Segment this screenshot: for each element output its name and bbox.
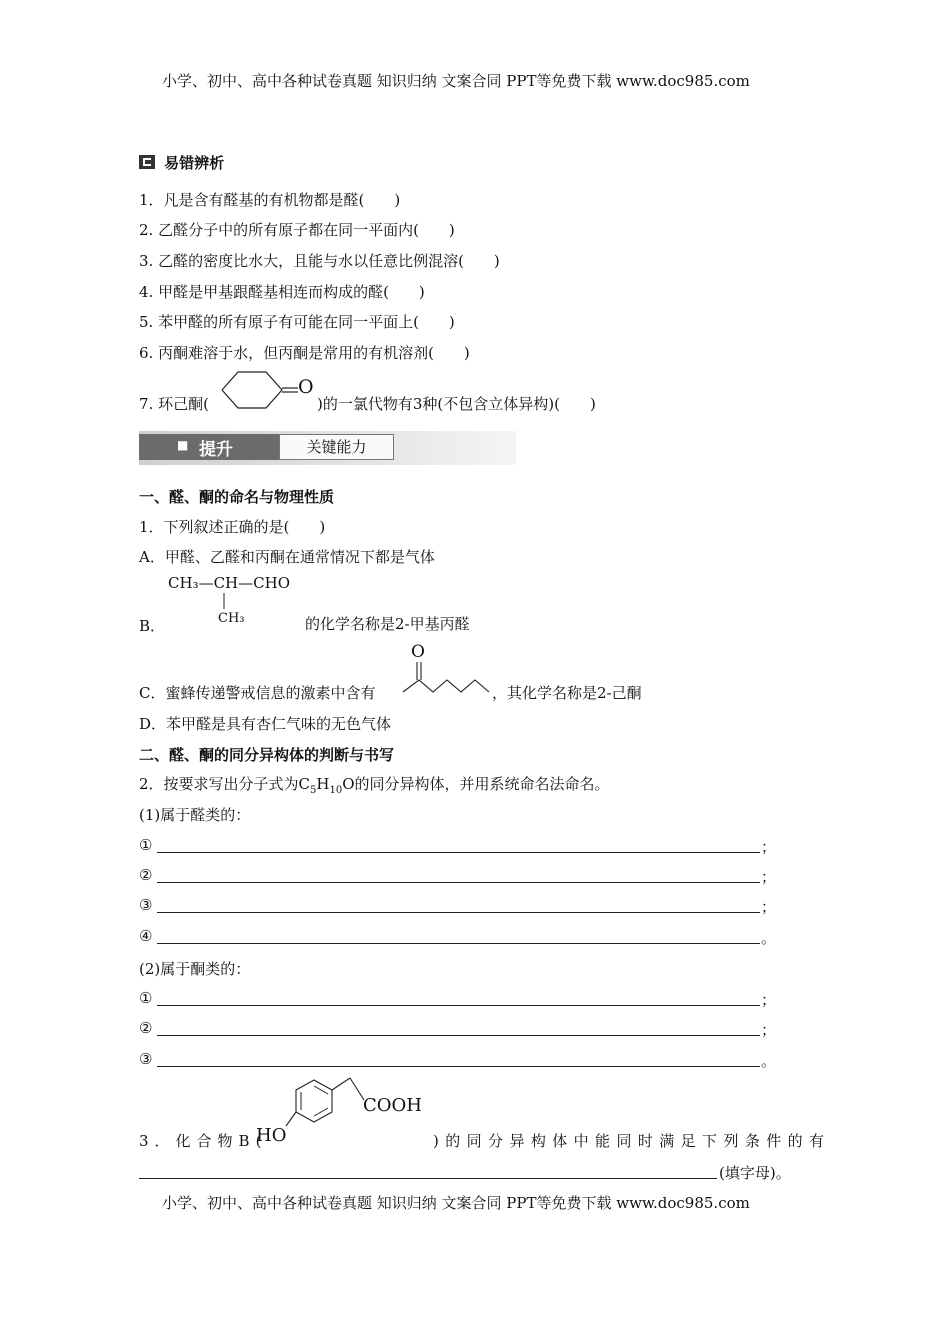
errata-item-4: 4. 甲醛是甲基跟醛基相连而构成的醛( ) — [139, 283, 425, 301]
aldehyde-subheading: (1)属于醛类的： — [139, 806, 251, 824]
aldehyde-answer-1[interactable] — [157, 852, 760, 853]
hexanone-skeletal-structure — [403, 660, 491, 694]
errata-item-5: 5. 苯甲醛的所有原子有可能在同一平面上( ) — [139, 313, 455, 331]
aldehyde-end-3: ； — [761, 898, 777, 916]
ketone-answer-1[interactable] — [157, 1005, 760, 1006]
option-c-oxygen: O — [411, 642, 425, 662]
ketone-mark-2: ② — [139, 1019, 153, 1037]
ketone-answer-3[interactable] — [157, 1066, 760, 1067]
compound-b-ho: HO — [256, 1125, 287, 1146]
question-2-sub-c: 5 — [310, 785, 317, 796]
option-b-methyl: CH₃ — [218, 611, 245, 626]
aldehyde-answer-3[interactable] — [157, 912, 760, 913]
section-sublabel: 关键能力 — [279, 434, 394, 460]
ketone-mark-3: ③ — [139, 1050, 153, 1068]
errata-item-7-prefix: 7. 环己酮( — [139, 395, 209, 413]
option-b-bond — [222, 593, 226, 611]
cyclohexanone-structure — [218, 368, 298, 412]
section-label: 提升 — [199, 440, 233, 460]
ketone-end-3: 。 — [761, 1052, 777, 1070]
errata-item-2: 2. 乙醛分子中的所有原子都在同一平面内( ) — [139, 221, 455, 239]
cyclohexanone-oxygen: O — [298, 376, 314, 398]
part1-heading: 一、醛、酮的命名与物理性质 — [139, 488, 335, 506]
errata-item-6: 6. 丙酮难溶于水，但丙酮是常用的有机溶剂( ) — [139, 344, 470, 362]
question-1: 1．下列叙述正确的是( ) — [139, 518, 326, 536]
ketone-subheading: (2)属于酮类的： — [139, 960, 251, 978]
option-c-label: C．蜜蜂传递警戒信息的激素中含有 — [139, 684, 376, 702]
question-3-suffix: )的同分异构体中能同时满足下列条件的有 — [433, 1132, 831, 1150]
compound-b-cooh: COOH — [363, 1095, 422, 1116]
part2-heading: 二、醛、酮的同分异构体的判断与书写 — [139, 746, 395, 764]
question-3-answer[interactable] — [139, 1178, 717, 1179]
question-2 — [139, 773, 610, 796]
aldehyde-mark-2: ② — [139, 866, 153, 884]
option-b-label: B． — [139, 617, 166, 635]
option-a: A．甲醛、乙醛和丙酮在通常情况下都是气体 — [139, 548, 435, 566]
aldehyde-mark-4: ④ — [139, 927, 153, 945]
question-2-prefix: 2．按要求写出分子式为C — [139, 775, 311, 793]
aldehyde-answer-4[interactable] — [157, 943, 760, 944]
question-3-tail: (填字母)。 — [719, 1164, 791, 1182]
ketone-mark-1: ① — [139, 989, 153, 1007]
aldehyde-answer-2[interactable] — [157, 882, 760, 883]
question-2-suffix: O的同分异构体，并用系统命名法命名。 — [342, 775, 610, 793]
option-b-text: 的化学名称是2-甲基丙醛 — [305, 615, 470, 633]
aldehyde-end-1: ； — [761, 838, 777, 856]
aldehyde-end-4: 。 — [761, 929, 777, 947]
section-banner-main — [139, 434, 279, 460]
ketone-answer-2[interactable] — [157, 1035, 760, 1036]
page-footer: 小学、初中、高中各种试卷真题 知识归纳 文案合同 PPT等免费下载 www.doc985.com — [162, 1194, 750, 1212]
ketone-end-2: ； — [761, 1021, 777, 1039]
question-3-prefix: 3．化合物B( — [139, 1132, 268, 1150]
aldehyde-mark-3: ③ — [139, 896, 153, 914]
errata-title-block — [139, 152, 224, 173]
option-b-formula: CH₃—CH—CHO — [168, 574, 290, 592]
aldehyde-mark-1: ① — [139, 836, 153, 854]
option-c-text: ，其化学名称是2-己酮 — [492, 684, 642, 702]
ketone-end-1: ； — [761, 991, 777, 1009]
compound-b-structure — [280, 1076, 370, 1136]
errata-icon — [139, 155, 155, 169]
question-2-sub-h: 10 — [329, 785, 343, 796]
errata-title: 易错辨析 — [164, 154, 225, 172]
page-header: 小学、初中、高中各种试卷真题 知识归纳 文案合同 PPT等免费下载 www.doc985.com — [162, 72, 750, 90]
option-d: D．苯甲醛是具有杏仁气味的无色气体 — [139, 715, 392, 733]
aldehyde-end-2: ； — [761, 868, 777, 886]
errata-item-3: 3. 乙醛的密度比水大，且能与水以任意比例混溶( ) — [139, 252, 500, 270]
errata-item-7-suffix: )的一氯代物有3种(不包含立体异构)( ) — [317, 395, 596, 413]
section-marker: ■ — [177, 438, 189, 452]
errata-item-1: 1．凡是含有醛基的有机物都是醛( ) — [139, 191, 401, 209]
question-2-h: H — [316, 775, 330, 793]
